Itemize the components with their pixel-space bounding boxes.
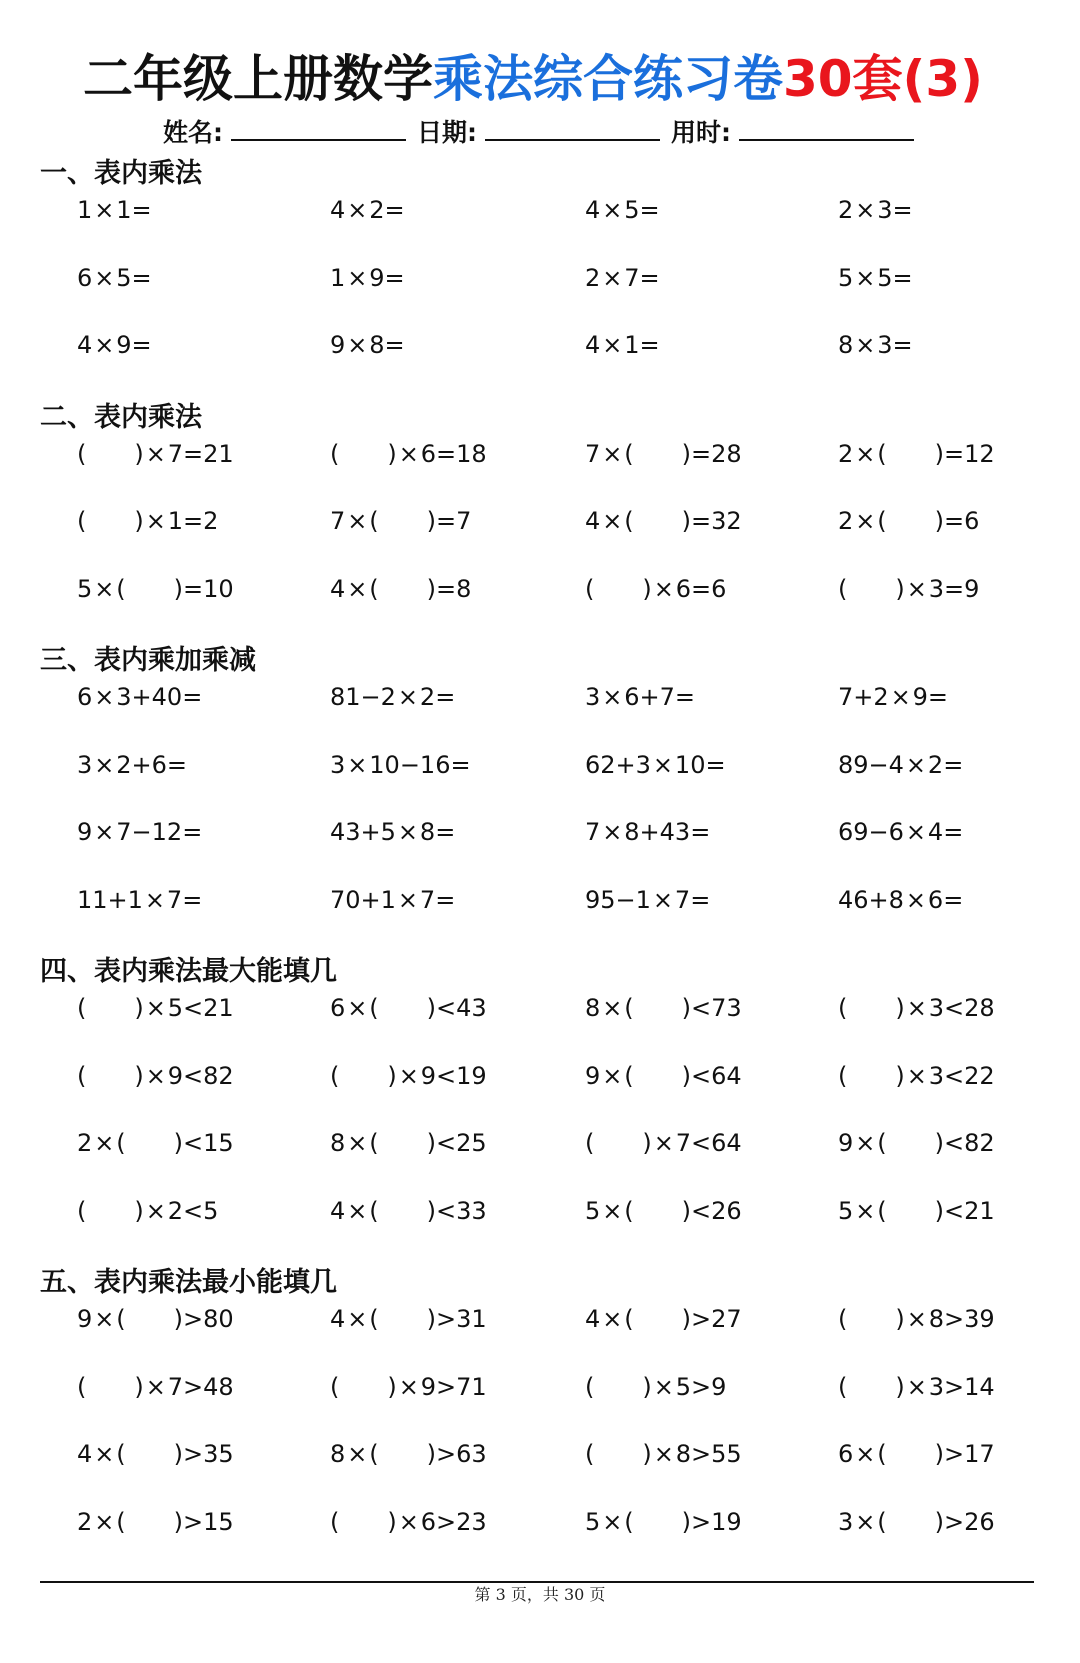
problem-row bbox=[0, 1058, 1080, 1126]
math-problem: 62+3×10= bbox=[585, 747, 838, 783]
multiply-sign: × bbox=[890, 683, 911, 711]
answer-blank: ( ) bbox=[624, 1305, 692, 1333]
math-problem: 4×( )=8 bbox=[330, 571, 585, 607]
answer-blank: ( ) bbox=[369, 1305, 437, 1333]
multiply-sign: × bbox=[145, 1196, 166, 1225]
exercise-section bbox=[0, 400, 1080, 639]
answer-blank: ( ) bbox=[838, 1305, 905, 1333]
math-problem: ( )×7<64 bbox=[585, 1125, 838, 1161]
math-problem: 7×( )=7 bbox=[330, 503, 585, 539]
math-problem: 4×( )<33 bbox=[330, 1193, 585, 1229]
answer-blank: ( ) bbox=[877, 1507, 945, 1536]
multiply-sign: × bbox=[906, 574, 927, 603]
problem-row bbox=[0, 1193, 1080, 1261]
math-problem: ( )×8>55 bbox=[585, 1436, 838, 1472]
multiply-sign: × bbox=[145, 507, 166, 535]
multiply-sign: × bbox=[855, 1507, 876, 1536]
multiply-sign: × bbox=[855, 1196, 876, 1225]
exercise-section bbox=[0, 643, 1080, 949]
multiply-sign: × bbox=[145, 439, 166, 468]
math-problem: 2×3= bbox=[838, 192, 1038, 228]
math-problem: ( )×3<28 bbox=[838, 990, 1038, 1026]
answer-blank: ( ) bbox=[585, 1129, 652, 1157]
math-problem: 5×( )>19 bbox=[585, 1504, 838, 1540]
answer-blank: ( ) bbox=[877, 439, 945, 468]
multiply-sign: × bbox=[653, 1440, 674, 1468]
math-problem: 81−2×2= bbox=[330, 679, 585, 715]
multiply-sign: × bbox=[397, 818, 418, 846]
footer-rule bbox=[40, 1581, 1034, 1583]
problem-row bbox=[0, 571, 1080, 639]
math-problem: 3×6+7= bbox=[585, 679, 838, 715]
multiply-sign: × bbox=[347, 507, 368, 535]
math-problem: ( )×1=2 bbox=[77, 503, 330, 539]
multiply-sign: × bbox=[652, 885, 673, 914]
multiply-sign: × bbox=[652, 750, 673, 779]
title-set-number: 30套(3) bbox=[782, 50, 984, 108]
answer-blank: ( ) bbox=[624, 994, 692, 1022]
section-heading: 五、表内乘法最小能填几 bbox=[40, 1267, 337, 1298]
problem-row bbox=[0, 327, 1080, 395]
problem-row bbox=[0, 1504, 1080, 1572]
multiply-sign: × bbox=[905, 750, 926, 779]
multiply-sign: × bbox=[347, 994, 368, 1022]
problem-row bbox=[0, 436, 1080, 504]
math-problem: 4×( )=32 bbox=[585, 503, 838, 539]
answer-blank: ( ) bbox=[116, 1507, 184, 1536]
multiply-sign: × bbox=[94, 196, 115, 224]
multiply-sign: × bbox=[347, 263, 368, 292]
answer-blank: ( ) bbox=[330, 1507, 397, 1536]
answer-blank: ( ) bbox=[624, 1196, 692, 1225]
problem-row bbox=[0, 1301, 1080, 1369]
answer-blank: ( ) bbox=[877, 1129, 945, 1157]
multiply-sign: × bbox=[602, 1061, 623, 1090]
math-problem: 2×( )=6 bbox=[838, 503, 1038, 539]
multiply-sign: × bbox=[855, 331, 876, 359]
multiply-sign: × bbox=[602, 1196, 623, 1225]
answer-blank: ( ) bbox=[838, 1061, 905, 1090]
multiply-sign: × bbox=[906, 1305, 927, 1333]
math-problem: 2×7= bbox=[585, 260, 838, 296]
math-problem: ( )×9>71 bbox=[330, 1369, 585, 1405]
math-problem: ( )×7=21 bbox=[77, 436, 330, 472]
math-problem: 3×2+6= bbox=[77, 747, 330, 783]
multiply-sign: × bbox=[144, 885, 165, 914]
time-label: 用时: bbox=[671, 118, 731, 147]
math-problem: 4×5= bbox=[585, 192, 838, 228]
problem-row bbox=[0, 192, 1080, 260]
answer-blank: ( ) bbox=[585, 1440, 652, 1468]
math-problem: 8×( )<73 bbox=[585, 990, 838, 1026]
problem-row bbox=[0, 1436, 1080, 1504]
multiply-sign: × bbox=[94, 574, 115, 603]
name-blank-line bbox=[231, 139, 406, 141]
multiply-sign: × bbox=[398, 1507, 419, 1536]
multiply-sign: × bbox=[602, 1507, 623, 1536]
multiply-sign: × bbox=[602, 331, 623, 359]
problem-row bbox=[0, 747, 1080, 815]
answer-blank: ( ) bbox=[838, 994, 905, 1022]
math-problem: 4×9= bbox=[77, 327, 330, 363]
math-problem: 7×8+43= bbox=[585, 814, 838, 850]
answer-blank: ( ) bbox=[877, 1440, 945, 1468]
math-problem: ( )×3=9 bbox=[838, 571, 1038, 607]
student-info-line bbox=[0, 115, 1080, 151]
multiply-sign: × bbox=[602, 818, 623, 846]
math-problem: 5×( )=10 bbox=[77, 571, 330, 607]
math-problem: 6×5= bbox=[77, 260, 330, 296]
page-number: 第 3 页，共 30 页 bbox=[474, 1585, 606, 1604]
math-problem: ( )×2<5 bbox=[77, 1193, 330, 1229]
multiply-sign: × bbox=[94, 263, 115, 292]
multiply-sign: × bbox=[347, 1129, 368, 1157]
answer-blank: ( ) bbox=[838, 574, 905, 603]
multiply-sign: × bbox=[94, 1440, 115, 1468]
multiply-sign: × bbox=[94, 331, 115, 359]
math-problem: 1×9= bbox=[330, 260, 585, 296]
answer-blank: ( ) bbox=[877, 1196, 945, 1225]
math-problem: ( )×5>9 bbox=[585, 1369, 838, 1405]
answer-blank: ( ) bbox=[116, 1440, 184, 1468]
math-problem: 4×( )>27 bbox=[585, 1301, 838, 1337]
math-problem: 4×2= bbox=[330, 192, 585, 228]
multiply-sign: × bbox=[855, 196, 876, 224]
multiply-sign: × bbox=[94, 1507, 115, 1536]
multiply-sign: × bbox=[94, 818, 115, 846]
answer-blank: ( ) bbox=[77, 507, 144, 535]
problem-row bbox=[0, 990, 1080, 1058]
problem-row bbox=[0, 882, 1080, 950]
math-problem: ( )×8>39 bbox=[838, 1301, 1038, 1337]
math-problem: 5×5= bbox=[838, 260, 1038, 296]
math-problem: 8×3= bbox=[838, 327, 1038, 363]
multiply-sign: × bbox=[653, 1372, 674, 1401]
math-problem: 5×( )<21 bbox=[838, 1193, 1038, 1229]
math-problem: 1×1= bbox=[77, 192, 330, 228]
multiply-sign: × bbox=[397, 885, 418, 914]
answer-blank: ( ) bbox=[877, 507, 945, 535]
math-problem: 2×( )>15 bbox=[77, 1504, 330, 1540]
answer-blank: ( ) bbox=[624, 439, 692, 468]
section-heading: 四、表内乘法最大能填几 bbox=[40, 956, 337, 987]
multiply-sign: × bbox=[905, 818, 926, 846]
math-problem: 6×3+40= bbox=[77, 679, 330, 715]
multiply-sign: × bbox=[653, 574, 674, 603]
multiply-sign: × bbox=[94, 1305, 115, 1333]
math-problem: 6×( )<43 bbox=[330, 990, 585, 1026]
exercise-sections bbox=[0, 156, 1080, 1571]
math-problem: 9×8= bbox=[330, 327, 585, 363]
multiply-sign: × bbox=[602, 196, 623, 224]
answer-blank: ( ) bbox=[77, 1196, 144, 1225]
math-problem: ( )×9<82 bbox=[77, 1058, 330, 1094]
answer-blank: ( ) bbox=[369, 507, 437, 535]
math-problem: ( )×3>14 bbox=[838, 1369, 1038, 1405]
math-problem: ( )×5<21 bbox=[77, 990, 330, 1026]
multiply-sign: × bbox=[347, 1196, 368, 1225]
multiply-sign: × bbox=[906, 994, 927, 1022]
math-problem: 2×( )<15 bbox=[77, 1125, 330, 1161]
multiply-sign: × bbox=[602, 263, 623, 292]
multiply-sign: × bbox=[397, 683, 418, 711]
date-blank-line bbox=[485, 139, 660, 141]
problem-row bbox=[0, 1369, 1080, 1437]
multiply-sign: × bbox=[347, 574, 368, 603]
math-problem: 11+1×7= bbox=[77, 882, 330, 918]
multiply-sign: × bbox=[94, 683, 115, 711]
math-problem: 4×1= bbox=[585, 327, 838, 363]
math-problem: 89−4×2= bbox=[838, 747, 1038, 783]
math-problem: 7+2×9= bbox=[838, 679, 1038, 715]
math-problem: 69−6×4= bbox=[838, 814, 1038, 850]
answer-blank: ( ) bbox=[116, 1129, 184, 1157]
answer-blank: ( ) bbox=[77, 994, 144, 1022]
multiply-sign: × bbox=[347, 1440, 368, 1468]
section-heading: 二、表内乘法 bbox=[40, 401, 202, 433]
answer-blank: ( ) bbox=[585, 574, 652, 603]
math-problem: 9×( )>80 bbox=[77, 1301, 330, 1337]
answer-blank: ( ) bbox=[369, 994, 437, 1022]
math-problem: 9×( )<82 bbox=[838, 1125, 1038, 1161]
exercise-section bbox=[0, 156, 1080, 395]
multiply-sign: × bbox=[906, 1372, 927, 1401]
problem-row bbox=[0, 260, 1080, 328]
multiply-sign: × bbox=[94, 750, 115, 779]
answer-blank: ( ) bbox=[369, 1129, 437, 1157]
answer-blank: ( ) bbox=[624, 1507, 692, 1536]
exercise-section bbox=[0, 1265, 1080, 1571]
problem-row bbox=[0, 503, 1080, 571]
answer-blank: ( ) bbox=[369, 1196, 437, 1225]
answer-blank: ( ) bbox=[116, 1305, 184, 1333]
math-problem: ( )×6>23 bbox=[330, 1504, 585, 1540]
math-problem: 6×( )>17 bbox=[838, 1436, 1038, 1472]
multiply-sign: × bbox=[653, 1129, 674, 1157]
math-problem: 3×( )>26 bbox=[838, 1504, 1038, 1540]
math-problem: 46+8×6= bbox=[838, 882, 1038, 918]
multiply-sign: × bbox=[145, 1061, 166, 1090]
math-problem: 4×( )>31 bbox=[330, 1301, 585, 1337]
multiply-sign: × bbox=[906, 1061, 927, 1090]
answer-blank: ( ) bbox=[330, 1372, 397, 1401]
title-grade-subject: 二年级上册数学 bbox=[82, 50, 433, 108]
answer-blank: ( ) bbox=[369, 1440, 437, 1468]
problem-row bbox=[0, 1125, 1080, 1193]
math-problem: 43+5×8= bbox=[330, 814, 585, 850]
math-problem: 70+1×7= bbox=[330, 882, 585, 918]
multiply-sign: × bbox=[145, 994, 166, 1022]
math-problem: 9×( )<64 bbox=[585, 1058, 838, 1094]
math-problem: ( )×9<19 bbox=[330, 1058, 585, 1094]
multiply-sign: × bbox=[855, 439, 876, 468]
multiply-sign: × bbox=[855, 1129, 876, 1157]
math-problem: 7×( )=28 bbox=[585, 436, 838, 472]
multiply-sign: × bbox=[347, 750, 368, 779]
math-problem: ( )×6=18 bbox=[330, 436, 585, 472]
math-problem: ( )×6=6 bbox=[585, 571, 838, 607]
worksheet-title bbox=[0, 49, 1080, 109]
answer-blank: ( ) bbox=[838, 1372, 905, 1401]
problem-row bbox=[0, 679, 1080, 747]
multiply-sign: × bbox=[855, 507, 876, 535]
multiply-sign: × bbox=[145, 1372, 166, 1401]
math-problem: ( )×3<22 bbox=[838, 1058, 1038, 1094]
problem-row bbox=[0, 814, 1080, 882]
answer-blank: ( ) bbox=[116, 574, 184, 603]
multiply-sign: × bbox=[347, 331, 368, 359]
answer-blank: ( ) bbox=[624, 1061, 692, 1090]
answer-blank: ( ) bbox=[585, 1372, 652, 1401]
multiply-sign: × bbox=[855, 1440, 876, 1468]
answer-blank: ( ) bbox=[77, 1061, 144, 1090]
multiply-sign: × bbox=[398, 439, 419, 468]
section-heading: 三、表内乘加乘减 bbox=[40, 645, 256, 676]
exercise-section bbox=[0, 954, 1080, 1260]
multiply-sign: × bbox=[905, 885, 926, 914]
math-problem: 3×10−16= bbox=[330, 747, 585, 783]
answer-blank: ( ) bbox=[77, 439, 144, 468]
multiply-sign: × bbox=[347, 196, 368, 224]
multiply-sign: × bbox=[602, 1305, 623, 1333]
multiply-sign: × bbox=[347, 1305, 368, 1333]
math-problem: 95−1×7= bbox=[585, 882, 838, 918]
multiply-sign: × bbox=[855, 263, 876, 292]
math-problem: 4×( )>35 bbox=[77, 1436, 330, 1472]
answer-blank: ( ) bbox=[624, 507, 692, 535]
section-heading: 一、表内乘法 bbox=[40, 158, 202, 189]
multiply-sign: × bbox=[398, 1061, 419, 1090]
multiply-sign: × bbox=[602, 507, 623, 535]
name-label: 姓名: bbox=[163, 118, 223, 147]
math-problem: 8×( )<25 bbox=[330, 1125, 585, 1161]
multiply-sign: × bbox=[602, 994, 623, 1022]
date-label: 日期: bbox=[417, 118, 477, 147]
math-problem: 5×( )<26 bbox=[585, 1193, 838, 1229]
answer-blank: ( ) bbox=[330, 1061, 397, 1090]
multiply-sign: × bbox=[94, 1129, 115, 1157]
multiply-sign: × bbox=[602, 683, 623, 711]
answer-blank: ( ) bbox=[369, 574, 437, 603]
multiply-sign: × bbox=[602, 439, 623, 468]
multiply-sign: × bbox=[398, 1372, 419, 1401]
title-exercise-name: 乘法综合练习卷 bbox=[432, 50, 783, 108]
math-problem: 8×( )>63 bbox=[330, 1436, 585, 1472]
math-problem: 9×7−12= bbox=[77, 814, 330, 850]
answer-blank: ( ) bbox=[77, 1372, 144, 1401]
math-problem: 2×( )=12 bbox=[838, 436, 1038, 472]
math-problem: ( )×7>48 bbox=[77, 1369, 330, 1405]
answer-blank: ( ) bbox=[330, 439, 397, 468]
time-blank-line bbox=[739, 139, 914, 141]
